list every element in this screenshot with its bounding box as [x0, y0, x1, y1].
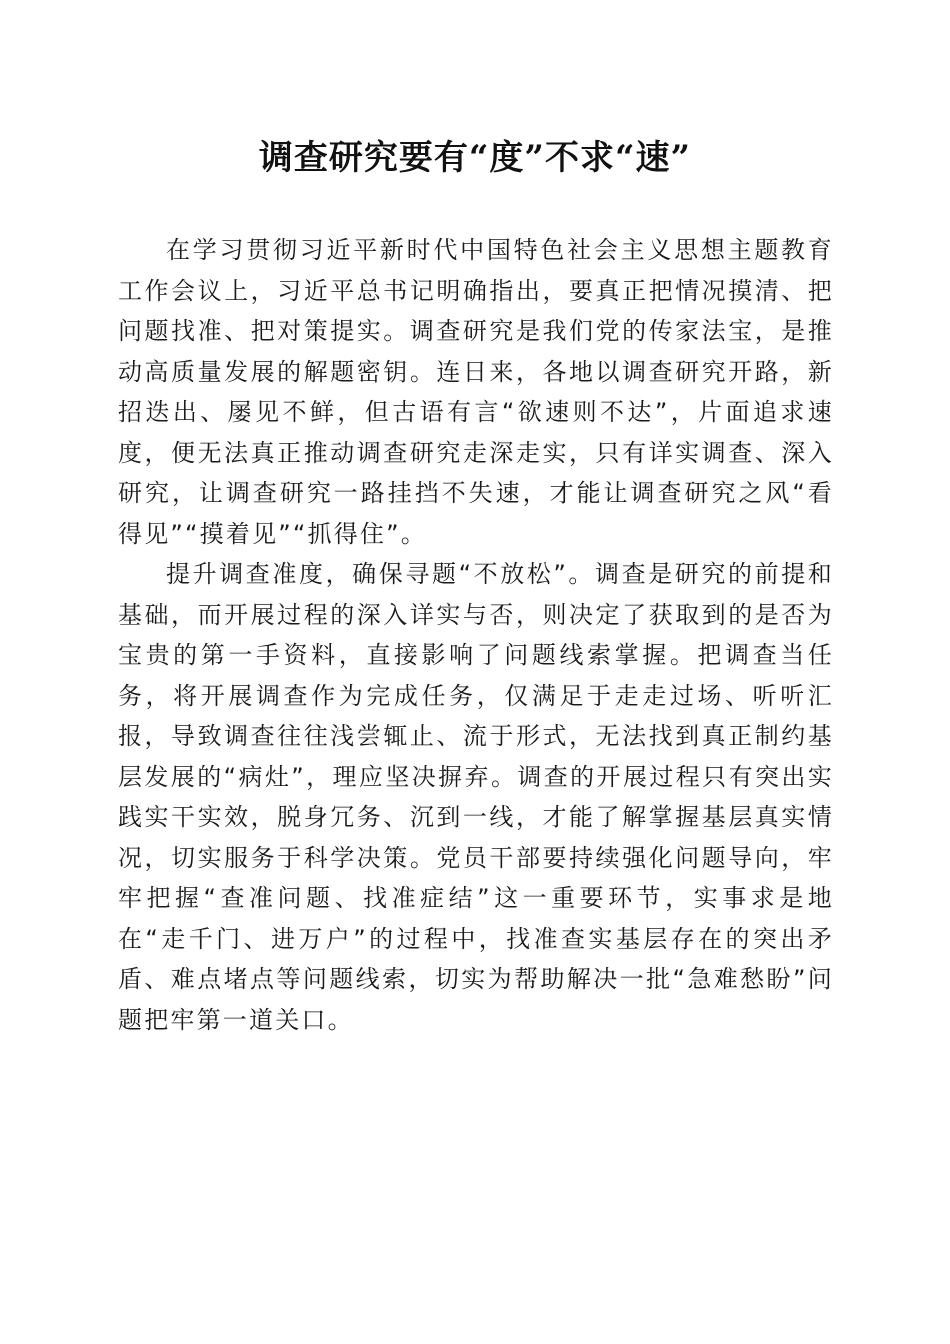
- paragraph-accuracy: 提升调查准度，确保寻题“不放松”。调查是研究的前提和基础，而开展过程的深入详实与否，则决定了获取到的是否为宝贵的第一手资料，直接影响了问题线索掌握。把调查当任务，将开展调查作为完成任务，仅满足于走走过场、听听汇报，导致调查往往浅尝辄止、流于形式，无法找到真正制约基层发展的“病灶”，理应坚决摒弃。调查的开展过程只有突出实践实干实效，脱身冗务、沉到一线，才能了解掌握基层真实情况，切实服务于科学决策。党员干部要持续强化问题导向，牢牢把握“查准问题、找准症结”这一重要环节，实事求是地在“走千门、进万户”的过程中，找准查实基层存在的突出矛盾、难点堵点等问题线索，切实为帮助解决一批“急难愁盼”问题把牢第一道关口。: [118, 560, 834, 1034]
- article-body: [118, 230, 834, 1040]
- paragraph-intro: 在学习贯彻习近平新时代中国特色社会主义思想主题教育工作会议上，习近平总书记明确指出，要真正把情况摸清、把问题找准、把对策提实。调查研究是我们党的传家法宝，是推动高质量发展的解题密钥。连日来，各地以调查研究开路，新招迭出、屡见不鲜，但古语有言“欲速则不达”，片面追求速度，便无法真正推动调查研究走深走实，只有详实调查、深入研究，让调查研究一路挂挡不失速，才能让调查研究之风“看得见”“摸着见”“抓得住”。: [118, 236, 834, 548]
- page-title: 调查研究要有“度”不求“速”: [258, 138, 692, 178]
